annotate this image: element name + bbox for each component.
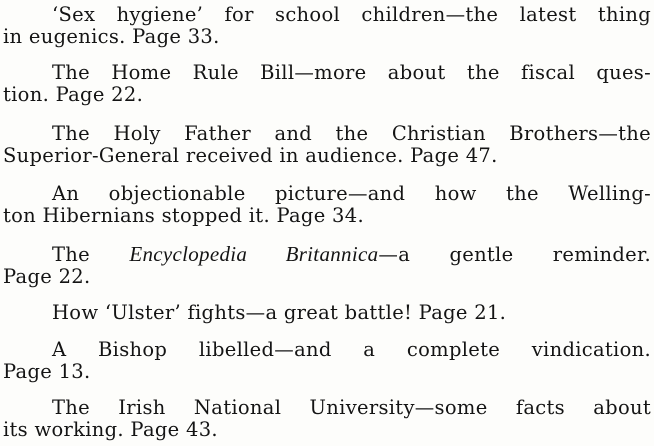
entry-line: in eugenics. Page 33. xyxy=(3,25,220,48)
entry-line: tion. Page 22. xyxy=(3,83,144,106)
entry-text: The xyxy=(52,243,130,266)
index-entry-objectionable-picture xyxy=(3,183,651,227)
entry-line: A Bishop libelled—and a complete vindication. xyxy=(52,338,651,361)
index-entry-bishop-libelled xyxy=(3,339,651,383)
entry-line: How ‘Ulster’ fights—a great battle! Page 21. xyxy=(52,301,507,324)
entry-line: its working. Page 43. xyxy=(3,418,218,441)
index-entry-ulster-fights xyxy=(3,302,651,324)
index-entry-sex-hygiene xyxy=(3,4,651,48)
entry-line: The Irish National University—some facts about xyxy=(52,396,651,419)
entry-line: ton Hibernians stopped it. Page 34. xyxy=(3,204,364,227)
index-entry-holy-father xyxy=(3,123,651,167)
entry-italic-title: Encyclopedia Britannica xyxy=(129,242,379,266)
entry-line xyxy=(3,243,651,266)
entry-line: The Holy Father and the Christian Brothers—the xyxy=(52,122,651,145)
entry-line: Superior-General received in audience. Page 47. xyxy=(3,144,498,167)
entry-line: An objectionable picture—and how the Welling- xyxy=(52,182,651,205)
index-entry-home-rule-bill xyxy=(3,62,651,106)
index-entry-irish-national-university xyxy=(3,397,651,441)
entry-line: Page 13. xyxy=(3,360,91,383)
entry-text: —a gentle reminder. xyxy=(378,243,651,266)
entry-line: The Home Rule Bill—more about the fiscal ques- xyxy=(52,61,651,84)
index-entry-encyclopedia-britannica xyxy=(3,243,651,288)
entry-line: Page 22. xyxy=(3,265,91,288)
entry-line: ‘Sex hygiene’ for school children—the latest thing xyxy=(52,3,651,26)
